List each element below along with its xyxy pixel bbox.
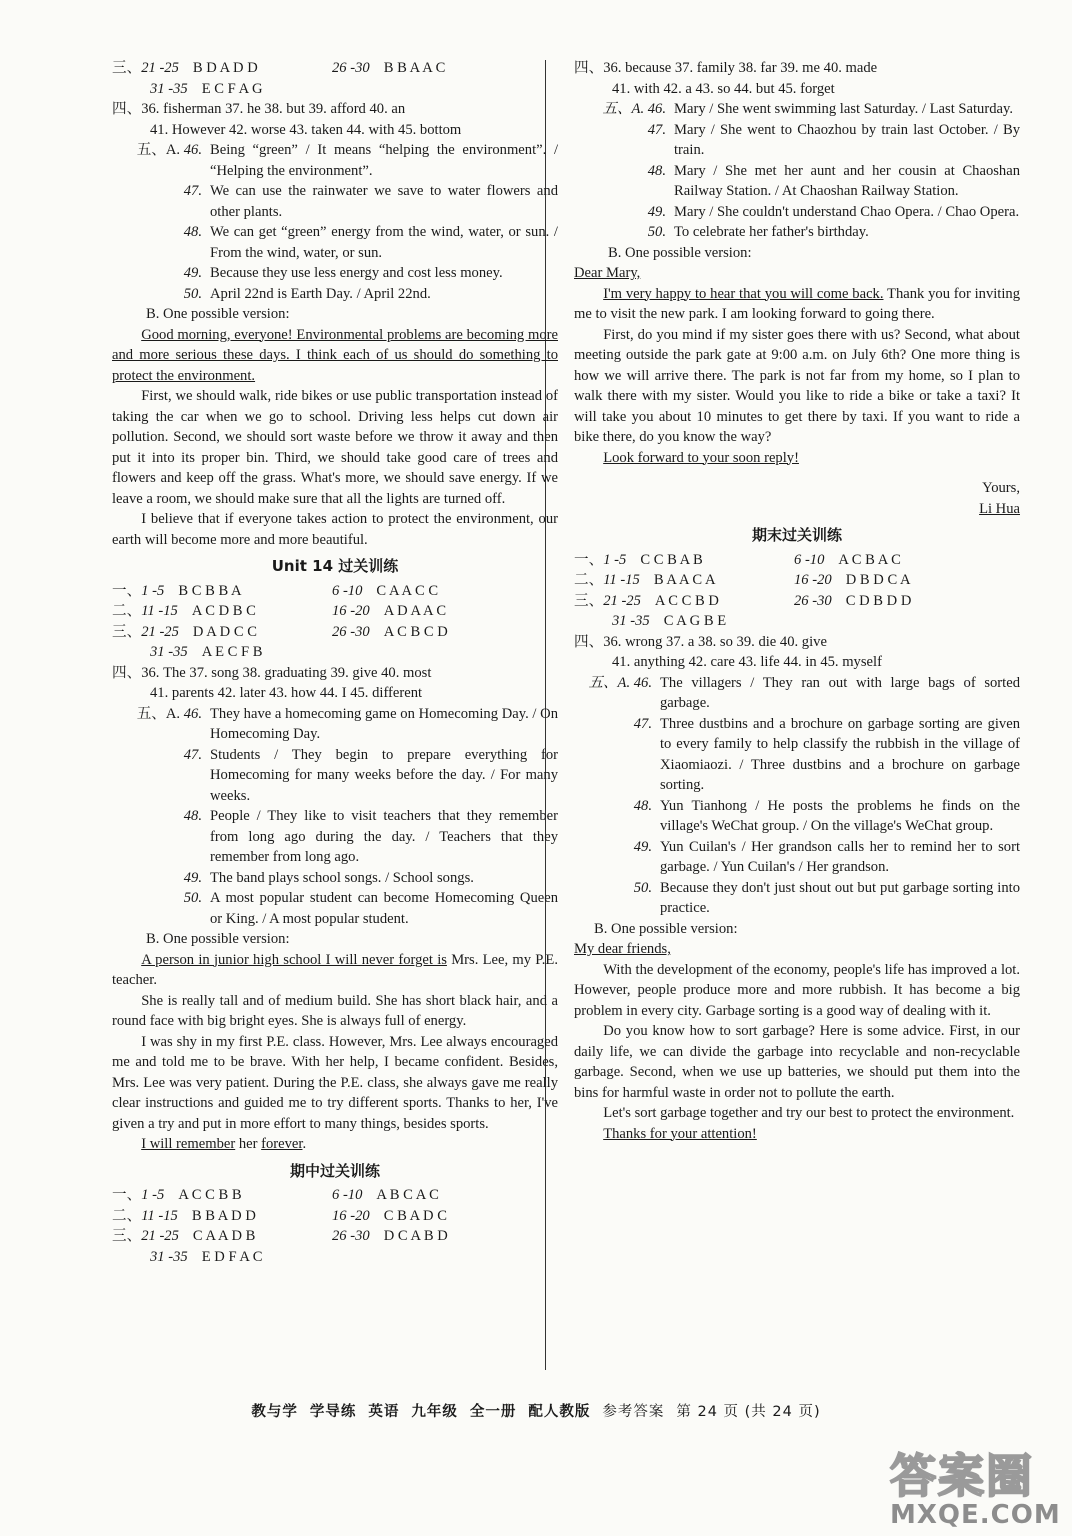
answer-letters: C D B D D bbox=[845, 592, 912, 609]
question-range: 1 -5 bbox=[603, 551, 627, 568]
essay-ending-dot: . bbox=[302, 1136, 307, 1152]
question-number: 48. bbox=[647, 162, 666, 179]
part-label: 三、 bbox=[112, 623, 142, 640]
qa-label bbox=[112, 888, 210, 929]
question-number: 46. bbox=[183, 142, 202, 158]
qa-label bbox=[574, 161, 674, 202]
part-b-label: B. One possible version: bbox=[146, 931, 290, 947]
question-range: 21 -25 bbox=[141, 1228, 179, 1244]
part-label: 二、 bbox=[574, 572, 604, 588]
essay-paragraph: I was shy in my first P.E. class. However, Mrs. Lee always encouraged me and told me to be brave. With her help, I became confident. Besides, Mrs. Lee was very patient. During the P.E. class, she always gave me really clear instructions and guided me to try different sports. Thanks to her, I've given a try and put in more effort to many things, besides sports. bbox=[112, 1033, 558, 1132]
answer-row bbox=[112, 1226, 558, 1247]
answer-letters: D A D C C bbox=[192, 623, 257, 640]
answer-text: We can use the rainwater we save to water flowers and other plants. bbox=[210, 183, 558, 220]
essay-intro-rest: Mrs. Lee, my P.E. teacher. bbox=[112, 951, 558, 988]
answer-row bbox=[112, 642, 558, 663]
qa-item bbox=[574, 120, 1020, 161]
answer-group bbox=[332, 58, 445, 79]
unit14-part4-row-2: 41. parents 42. later 43. how 44. I 45. different bbox=[150, 685, 423, 701]
qa-label bbox=[574, 878, 660, 919]
essay-intro: Good morning, everyone! Environmental problems are becoming more and more serious these days. I think each of us should do something to protect the environment. bbox=[112, 326, 558, 384]
essay-teacher bbox=[112, 950, 558, 1155]
speech-paragraph: Do you know how to sort garbage? Here is some advice. First, in our daily life, we can divide the garbage into recyclable and non-recyclable garbage. Second, when we use up batteries, we should put them into the bins for harmful waste in order not to pollute the earth. bbox=[574, 1023, 1020, 1101]
answer-text: We can get “green” energy from the wind, water, or sun. / From the wind, water, or sun. bbox=[210, 224, 558, 261]
qa-item bbox=[574, 161, 1020, 202]
question-range: 16 -20 bbox=[332, 603, 370, 619]
answer-group bbox=[574, 611, 832, 632]
question-range: 6 -10 bbox=[794, 551, 825, 568]
answer-group bbox=[332, 581, 438, 602]
essay-paragraph: First, we should walk, ride bikes or use public transportation instead of taking the car when we go to school. Driving less helps cut down air pollution. Second, we should sort waste before we throw it away and then put it into its proper bin. Third, we should take good care of trees and flowers and keep off the grass. What's more, we should save energy. If we leave a room, we should make sure that all the lights are turned off. bbox=[112, 388, 558, 507]
question-number: 47. bbox=[633, 715, 652, 732]
answer-row bbox=[574, 591, 1020, 612]
answer-row bbox=[112, 581, 558, 602]
speech-greeting: My dear friends, bbox=[574, 941, 671, 957]
part5-items bbox=[574, 99, 1020, 243]
answer-letters: A C B A C bbox=[838, 551, 901, 568]
qa-label bbox=[574, 202, 674, 223]
qa-item bbox=[574, 837, 1020, 878]
answer-row bbox=[574, 570, 1020, 591]
letter-paragraph: First, do you mind if my sister goes there with us? Second, what about meeting outside the park gate at 9:00 a.m. on July 6th? One more thing is how we will arrive there. The park is not far from my home, so I plan to walk there with my sister. Would you like to ride a bike or take a taxi? It will take you about 10 minutes to get there by taxi. If you want to ride a bike there, do you know the way? bbox=[574, 326, 1020, 445]
footer-page-number: 第 24 页 (共 24 页) bbox=[676, 1404, 821, 1420]
watermark-text: 答案圈 bbox=[890, 1449, 1034, 1503]
essay-environment bbox=[112, 325, 558, 551]
answer-group bbox=[112, 581, 332, 602]
answer-rows-midterm bbox=[112, 1185, 558, 1267]
qa-item bbox=[574, 673, 1020, 714]
answer-row bbox=[112, 58, 558, 79]
qa-label bbox=[112, 140, 210, 181]
section-title-final: 期末过关训练 bbox=[751, 526, 842, 544]
question-number: 49. bbox=[183, 869, 202, 886]
final-part4-row-1: 四、36. wrong 37. a 38. so 39. die 40. give bbox=[574, 633, 827, 650]
answer-text: Yun Cuilan's / Her grandson calls her to remind her to sort garbage. / Yun Cuilan's / Her grandson. bbox=[660, 838, 1020, 875]
qa-item bbox=[112, 745, 558, 807]
question-range: 21 -25 bbox=[603, 592, 641, 609]
question-range: 26 -30 bbox=[332, 60, 370, 76]
qa-label bbox=[574, 222, 674, 243]
part4-row-1: 四、36. fisherman 37. he 38. but 39. afford 40. an bbox=[112, 101, 406, 117]
qa-item bbox=[574, 222, 1020, 243]
part-b-label: B. One possible version: bbox=[608, 244, 752, 261]
question-range: 6 -10 bbox=[332, 1187, 363, 1203]
answer-text: Mary / She went to Chaozhou by train last October. / By train. bbox=[674, 121, 1020, 158]
qa-label bbox=[112, 704, 210, 745]
qa-label bbox=[112, 222, 210, 263]
footer-subject: 英语 bbox=[368, 1404, 400, 1420]
question-number: 47. bbox=[183, 183, 202, 199]
answer-text: To celebrate her father's birthday. bbox=[674, 224, 869, 240]
answer-letters: C A A C C bbox=[376, 582, 439, 599]
speech-closing: Thanks for your attention! bbox=[603, 1125, 757, 1142]
answer-text: People / They like to visit teachers that they remember from long ago during the day. / Teachers that they remember from long ago. bbox=[210, 808, 558, 865]
qa-label bbox=[112, 181, 210, 222]
question-number: 49. bbox=[183, 265, 202, 281]
qa-label bbox=[574, 714, 660, 796]
question-range: 31 -35 bbox=[150, 80, 188, 97]
part4-row-2: 41. However 42. worse 43. taken 44. with 45. bottom bbox=[150, 121, 462, 138]
question-range: 26 -30 bbox=[332, 623, 370, 640]
question-range: 11 -15 bbox=[141, 603, 178, 619]
essay-intro: A person in junior high school I will never forget is bbox=[141, 951, 447, 968]
answer-group bbox=[112, 601, 332, 622]
question-range: 16 -20 bbox=[794, 572, 832, 588]
qa-label bbox=[574, 99, 674, 120]
answer-letters: B B A A C bbox=[383, 60, 446, 76]
question-number: 五、A. 46. bbox=[588, 674, 652, 691]
answer-rows-part3 bbox=[112, 58, 558, 99]
answer-letters: E C F A G bbox=[201, 80, 263, 97]
question-number: 48. bbox=[633, 797, 652, 814]
answer-text: Mary / She couldn't understand Chao Opera. / Chao Opera. bbox=[674, 203, 1020, 220]
question-number: 46. bbox=[183, 705, 202, 722]
essay-paragraph: I believe that if everyone takes action to protect the environment, our earth will become more and more beautiful. bbox=[112, 511, 558, 548]
letter-sign-yours: Yours, bbox=[982, 480, 1020, 496]
answer-letters: D B D C A bbox=[845, 572, 911, 588]
letter-intro: I'm very happy to hear that you will come back. bbox=[603, 285, 884, 302]
answer-letters: A C C B D bbox=[654, 592, 719, 609]
part-label: 三、 bbox=[112, 60, 142, 76]
answer-row bbox=[574, 611, 1020, 632]
answer-letters: C A A D B bbox=[192, 1228, 256, 1244]
answer-text: Because they don't just shout out but put garbage sorting into practice. bbox=[660, 879, 1020, 916]
answer-text: Yun Tianhong / He posts the problems he finds on the village's WeChat group. / On the village's WeChat group. bbox=[660, 797, 1020, 834]
question-range: 26 -30 bbox=[794, 592, 832, 609]
answer-letters: B D A D D bbox=[192, 60, 258, 76]
answer-group bbox=[794, 591, 911, 612]
qa-item bbox=[112, 704, 558, 745]
watermark-logo bbox=[890, 1440, 1060, 1530]
unit14-part4-row-1: 四、36. The 37. song 38. graduating 39. give 40. most bbox=[112, 664, 432, 681]
part-label: 一、 bbox=[574, 551, 604, 568]
answer-rows-unit14 bbox=[112, 581, 558, 663]
answer-letters: C B A D C bbox=[383, 1207, 447, 1224]
watermark-url: MXQE.COM bbox=[890, 1500, 1061, 1530]
answer-text: They have a homecoming game on Homecoming Day. / On Homecoming Day. bbox=[210, 705, 558, 742]
answer-row bbox=[112, 79, 558, 100]
answer-group bbox=[332, 1185, 439, 1206]
qa-item bbox=[112, 806, 558, 868]
qa-label bbox=[574, 837, 660, 878]
letter-greeting: Dear Mary, bbox=[574, 265, 641, 281]
letter-intro-rest: Thank you for inviting me to visit the new park. I am looking forward to going there. bbox=[574, 285, 1020, 322]
answer-group bbox=[112, 622, 332, 643]
answer-text: A most popular student can become Homecoming Queen or King. / A most popular student. bbox=[210, 890, 558, 927]
question-range: 26 -30 bbox=[332, 1228, 370, 1244]
qa-item bbox=[574, 878, 1020, 919]
page-footer bbox=[0, 1400, 1072, 1421]
answer-group bbox=[332, 1206, 447, 1227]
question-range: 21 -25 bbox=[141, 60, 179, 76]
answer-text: Mary / She went swimming last Saturday. / Last Saturday. bbox=[674, 101, 1013, 117]
footer-grade: 九年级 bbox=[411, 1404, 458, 1420]
question-number: 50. bbox=[647, 224, 666, 240]
footer-section: 参考答案 bbox=[602, 1404, 665, 1420]
question-number: 48. bbox=[183, 808, 202, 824]
part-label: 五、A. bbox=[136, 142, 181, 158]
qa-label bbox=[574, 673, 660, 714]
answer-group bbox=[332, 601, 446, 622]
part-label: 二、 bbox=[112, 603, 142, 619]
part-label: 二、 bbox=[112, 1207, 142, 1224]
answer-letters: C C B A B bbox=[640, 551, 703, 568]
answer-group bbox=[332, 1226, 448, 1247]
part-b-label: B. One possible version: bbox=[146, 306, 290, 322]
answer-letters: A C B C D bbox=[383, 623, 448, 640]
question-number: 49. bbox=[647, 203, 666, 220]
answer-letters: A E C F B bbox=[201, 644, 263, 660]
question-range: 6 -10 bbox=[332, 582, 363, 599]
answer-group bbox=[112, 1226, 332, 1247]
final-part4-row-2: 41. anything 42. care 43. life 44. in 45. myself bbox=[612, 654, 882, 670]
qa-label bbox=[574, 120, 674, 161]
qa-item bbox=[574, 714, 1020, 796]
qa-item bbox=[574, 99, 1020, 120]
answer-row bbox=[574, 550, 1020, 571]
answer-group bbox=[332, 622, 448, 643]
answer-text: The band plays school songs. / School songs. bbox=[210, 869, 474, 886]
part4-row-2: 41. with 42. a 43. so 44. but 45. forget bbox=[612, 80, 835, 97]
unit14-part5-items bbox=[112, 704, 558, 930]
qa-item bbox=[112, 284, 558, 305]
essay-ending: I will remember bbox=[141, 1136, 236, 1152]
qa-item bbox=[112, 222, 558, 263]
essay-ending-u2: forever bbox=[261, 1136, 303, 1152]
answer-rows-final bbox=[574, 550, 1020, 632]
section-title-midterm: 期中过关训练 bbox=[289, 1161, 380, 1180]
answer-text: The villagers / They ran out with large bags of sorted garbage. bbox=[660, 674, 1020, 711]
speech-paragraph: Let's sort garbage together and try our best to protect the environment. bbox=[603, 1105, 1015, 1121]
part-label: 五、A. bbox=[136, 705, 181, 722]
speech bbox=[574, 939, 1020, 1144]
question-number: 50. bbox=[183, 890, 202, 906]
letter-closing: Look forward to your soon reply! bbox=[603, 449, 799, 466]
answer-row bbox=[112, 1206, 558, 1227]
question-number: 48. bbox=[183, 224, 202, 240]
answer-letters: C A G B E bbox=[663, 613, 727, 629]
question-number: 47. bbox=[647, 121, 666, 138]
footer-volume: 全一册 bbox=[469, 1404, 517, 1420]
answer-letters: A D A A C bbox=[383, 603, 447, 619]
qa-label bbox=[112, 284, 210, 305]
qa-item bbox=[112, 181, 558, 222]
part5-items bbox=[112, 140, 558, 304]
part-label: 三、 bbox=[112, 1228, 142, 1244]
qa-item bbox=[112, 140, 558, 181]
answer-letters: A C D B C bbox=[191, 603, 256, 619]
qa-item bbox=[112, 888, 558, 929]
qa-label bbox=[112, 806, 210, 868]
answer-letters: B B A D D bbox=[191, 1207, 256, 1224]
qa-item bbox=[112, 263, 558, 284]
answer-text: Three dustbins and a brochure on garbage sorting are given to every family to help classify the rubbish in the village of Xiaomiaozi. / Three dustbins and a brochure on garbage sorting. bbox=[660, 715, 1020, 793]
footer-brand: 教与学 bbox=[251, 1404, 298, 1420]
answer-group bbox=[574, 570, 794, 591]
question-number: 50. bbox=[633, 879, 652, 896]
question-range: 11 -15 bbox=[141, 1207, 178, 1224]
answer-group bbox=[112, 1185, 332, 1206]
question-number: 五、A. 46. bbox=[602, 101, 666, 117]
question-range: 21 -25 bbox=[141, 623, 179, 640]
left-column bbox=[112, 58, 558, 1267]
answer-letters: B A A C A bbox=[653, 572, 716, 588]
final-part5-items bbox=[574, 673, 1020, 919]
qa-label bbox=[112, 868, 210, 889]
section-title-unit14: Unit 14 过关训练 bbox=[271, 557, 399, 575]
part4-row-1: 四、36. because 37. family 38. far 39. me 40. made bbox=[574, 60, 878, 76]
footer-edition: 配人教版 bbox=[528, 1404, 591, 1420]
question-range: 1 -5 bbox=[141, 1187, 165, 1203]
letter bbox=[574, 263, 1020, 519]
answer-group bbox=[794, 550, 901, 571]
letter-sign-name: Li Hua bbox=[979, 500, 1020, 517]
answer-text: April 22nd is Earth Day. / April 22nd. bbox=[210, 285, 431, 302]
speech-paragraph: With the development of the economy, people's life has improved a lot. However, people produce more and more rubbish. It has become a big problem in every city. Garbage sorting is a good way of dealing with it. bbox=[574, 961, 1020, 1019]
question-range: 11 -15 bbox=[603, 572, 640, 588]
answer-row bbox=[112, 622, 558, 643]
answer-text: Students / They begin to prepare everything for Homecoming for many weeks before the day. / For many weeks. bbox=[210, 746, 558, 804]
question-range: 31 -35 bbox=[150, 644, 188, 660]
answer-letters: A C C B B bbox=[178, 1187, 242, 1203]
essay-paragraph: She is really tall and of medium build. She has short black hair, and a round face with big bright eyes. She is always full of energy. bbox=[112, 992, 558, 1029]
qa-label bbox=[574, 796, 660, 837]
question-range: 31 -35 bbox=[612, 613, 650, 629]
answer-letters: D C A B D bbox=[383, 1228, 448, 1244]
answer-group bbox=[112, 1247, 370, 1268]
answer-row bbox=[112, 601, 558, 622]
answer-letters: A B C A C bbox=[376, 1187, 439, 1203]
answer-text: Being “green” / It means “helping the environment”. / “Helping the environment”. bbox=[210, 142, 558, 179]
answer-letters: B C B B A bbox=[178, 582, 242, 599]
part-b-label: B. One possible version: bbox=[594, 920, 738, 937]
part-label: 一、 bbox=[112, 1187, 142, 1203]
right-column bbox=[574, 58, 1020, 1144]
essay-ending-mid: her bbox=[235, 1136, 262, 1152]
qa-item bbox=[112, 868, 558, 889]
answer-group bbox=[574, 591, 794, 612]
answer-row bbox=[112, 1247, 558, 1268]
question-range: 16 -20 bbox=[332, 1207, 370, 1224]
question-number: 47. bbox=[183, 746, 202, 763]
part-label: 三、 bbox=[574, 592, 604, 609]
answer-letters: E D F A C bbox=[201, 1248, 263, 1265]
qa-label bbox=[112, 745, 210, 807]
answer-text: Because they use less energy and cost less money. bbox=[210, 265, 503, 281]
qa-label bbox=[112, 263, 210, 284]
answer-group bbox=[112, 1206, 332, 1227]
footer-brand-2: 学导练 bbox=[309, 1404, 357, 1420]
qa-item bbox=[574, 202, 1020, 223]
part-label: 一、 bbox=[112, 582, 142, 599]
answer-group bbox=[112, 642, 370, 663]
question-range: 31 -35 bbox=[150, 1248, 188, 1265]
answer-row bbox=[112, 1185, 558, 1206]
answer-group bbox=[112, 79, 370, 100]
answer-group bbox=[112, 58, 332, 79]
question-number: 49. bbox=[633, 838, 652, 855]
answer-group bbox=[794, 570, 911, 591]
qa-item bbox=[574, 796, 1020, 837]
question-range: 1 -5 bbox=[141, 582, 165, 599]
answer-text: Mary / She met her aunt and her cousin at Chaoshan Railway Station. / At Chaoshan Railway Station. bbox=[674, 162, 1020, 199]
answer-group bbox=[574, 550, 794, 571]
question-number: 50. bbox=[183, 285, 202, 302]
